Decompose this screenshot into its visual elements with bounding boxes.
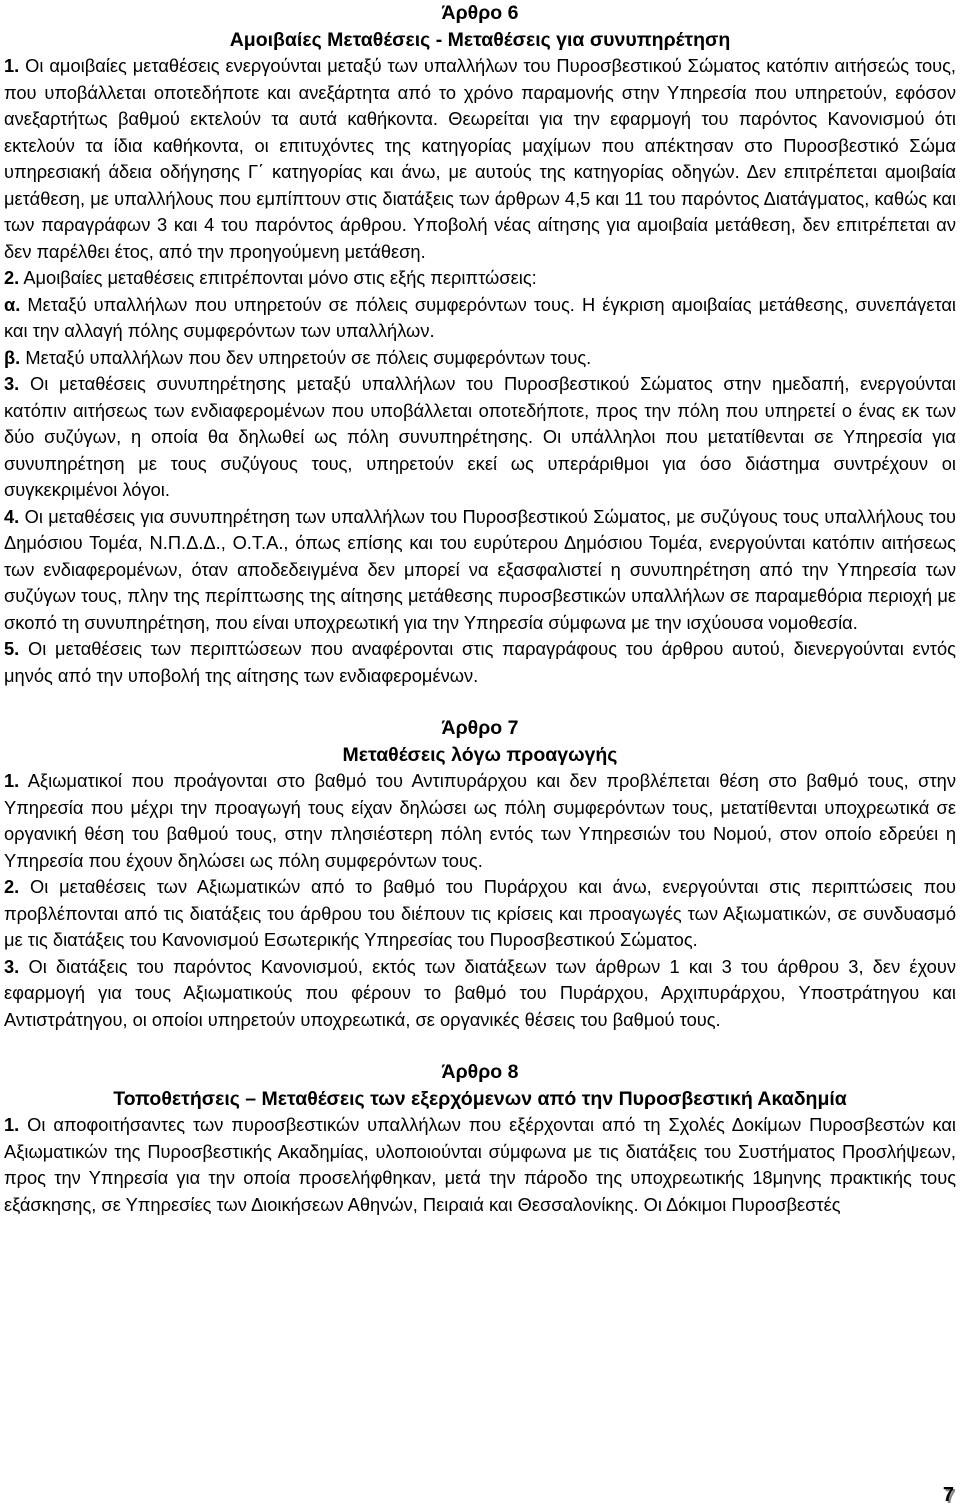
paragraph-number: β. (4, 346, 21, 368)
article-6 (4, 0, 956, 689)
article-7-title: Άρθρο 7 (441, 717, 519, 739)
paragraph-number: 2. (4, 876, 20, 897)
paragraph-text: Αμοιβαίες μεταθέσεις επιτρέπονται μόνο στις εξής περιπτώσεις: (23, 267, 537, 288)
article-6-paragraph-2 (4, 265, 956, 292)
document-page (4, 0, 956, 1218)
page-number: 7 (942, 1484, 954, 1506)
paragraph-text: Μεταξύ υπαλλήλων που δεν υπηρετούν σε πόλεις συμφερόντων τους. (25, 346, 592, 368)
paragraph-text: Μεταξύ υπαλλήλων που υπηρετούν σε πόλεις συμφερόντων τους. Η έγκριση αμοιβαίας μετάθεσης, συνεπάγεται και την αλλαγή πόλης συμφερόντων των υπαλλήλων. (4, 293, 956, 341)
paragraph-number: 4. (4, 505, 20, 527)
paragraph-text: Οι μεταθέσεις των Αξιωματικών από το βαθμό του Πυράρχου και άνω, ενεργούνται στις περιπτώσεις που προβλέπονται από τις διατάξεις του άρθρου του διέπουν τις κρίσεις και προαγωγές των Αξιωματικών, σε συνδυασμό με τις διατάξεις του Κανονισμού Εσωτερικής Υπηρεσίας του Πυροσβεστικού Σώματος. (4, 876, 956, 950)
article-8-title: Άρθρο 8 (441, 1061, 519, 1083)
article-6-paragraph-4 (4, 504, 956, 637)
article-7-paragraph-2 (4, 874, 956, 954)
article-6-paragraph-3 (4, 371, 956, 504)
article-7 (4, 715, 956, 1033)
paragraph-number: 3. (4, 955, 20, 977)
article-6-title: Άρθρο 6 (441, 2, 519, 24)
article-8-subtitle: Τοποθετήσεις – Μεταθέσεις των εξερχόμενων από την Πυροσβεστική Ακαδημία (113, 1087, 847, 1110)
article-6-paragraph-1 (4, 53, 956, 265)
article-8 (4, 1059, 956, 1218)
paragraph-text: Οι αμοιβαίες μεταθέσεις ενεργούνται μεταξύ των υπαλλήλων του Πυροσβεστικού Σώματος κατόπιν αιτήσεώς τους, που υποβάλλεται οποτεδήποτε και ανεξάρτητα από το χρόνο παραμονής στην Υπηρεσία που υπηρετούν, εφόσον ανεξαρτήτως βαθμού εκτελούν τα αυτά καθήκοντα. Θεωρείται για την εφαρμογή του παρόντος Κανονισμού ότι εκτελούν τα ίδια καθήκοντα, οι επιτυχόντες της κατηγορίας μαχίμων που απέκτησαν στο Πυροσβεστικό Σώμα υπηρεσιακή άδεια οδήγησης Γ΄ κατηγορίας και άνω, με αυτούς της κατηγορίας οδηγών. Δεν επιτρέπεται αμοιβαία μετάθεση, με υπαλλήλους που εμπίπτουν στις διατάξεις των άρθρων 4,5 και 11 του παρόντος Διατάγματος, καθώς και των παραγράφων 3 και 4 του παρόντος άρθρου. Υποβολή νέας αίτησης για αμοιβαία μετάθεση, δεν επιτρέπεται αν δεν παρέλθει έτος, από την προηγούμενη μετάθεση. (4, 55, 956, 262)
article-7-paragraph-3 (4, 954, 956, 1034)
section-gap (4, 1033, 956, 1059)
article-6-subtitle: Αμοιβαίες Μεταθέσεις - Μεταθέσεις για συνυπηρέτηση (229, 28, 731, 51)
paragraph-number: 1. (4, 55, 20, 76)
article-6-paragraph-2b (4, 345, 956, 372)
paragraph-number: 1. (4, 1114, 20, 1135)
paragraph-number: 2. (4, 267, 20, 288)
paragraph-text: Οι μεταθέσεις για συνυπηρέτηση των υπαλλήλων του Πυροσβεστικού Σώματος, με συζύγους τους υπαλλήλους του Δημόσιου Τομέα, Ν.Π.Δ.Δ., Ο.Τ.Α., όπως επίσης και του ευρύτερου Δημόσιου Τομέα, ενεργούνται κατόπιν αιτήσεως των ενδιαφερομένων, όταν αποδεδειγμένα δεν μπορεί να εξασφαλιστεί η συνυπηρέτηση από την Υπηρεσία των συζύγων τους, πλην της περίπτωσης της αίτησης μετάθεσης πυροσβεστικών υπαλλήλων σε παραμεθόρια περιοχή με σκοπό τη συνυπηρέτηση, που είναι υποχρεωτική για την Υπηρεσία σύμφωνα με την ισχύουσα νομοθεσία. (4, 505, 956, 633)
paragraph-number: α. (4, 293, 21, 315)
section-gap (4, 689, 956, 715)
paragraph-text: Αξιωματικοί που προάγονται στο βαθμό του Αντιπυράρχου και δεν προβλέπεται θέση στο βαθμό τους, στην Υπηρεσία που μέχρι την προαγωγή τους είχαν δηλώσει ως πόλη συμφερόντων τους, μετατίθενται υποχρεωτικά σε οργανική θέση του βαθμού τους, στην πλησιέστερη πόλη εντός των Υπηρεσιών του Νομού, στον οποίο εδρεύει η Υπηρεσία που έχουν δηλώσει ως πόλη συμφερόντων τους. (4, 770, 956, 871)
article-8-paragraph-1 (4, 1112, 956, 1218)
article-6-paragraph-5 (4, 636, 956, 689)
article-7-subtitle: Μεταθέσεις λόγω προαγωγής (342, 743, 618, 766)
paragraph-number: 5. (4, 638, 20, 659)
paragraph-text: Οι αποφοιτήσαντες των πυροσβεστικών υπαλλήλων που εξέρχονται από τη Σχολές Δοκίμων Πυροσβεστών και Αξιωματικών της Πυροσβεστικής Ακαδημίας, υλοποιούνται σύμφωνα με τις διατάξεις του Συστήματος Προσλήψεων, προς την Υπηρεσία για την οποία προσελήφθηκαν, μετά την πάροδο της υποχρεωτικής 18μηνης πρακτικής τους εξάσκησης, σε Υπηρεσίες των Διοικήσεων Αθηνών, Πειραιά και Θεσσαλονίκης. Οι Δόκιμοι Πυροσβεστές (4, 1114, 956, 1215)
paragraph-text: Οι διατάξεις του παρόντος Κανονισμού, εκτός των διατάξεων των άρθρων 1 και 3 του άρθρου 3, δεν έχουν εφαρμογή για τους Αξιωματικούς που φέρουν το βαθμό του Πυράρχου, Αρχιπυράρχου, Υποστράτηγου και Αντιστράτηγου, οι οποίοι υπηρετούν υποχρεωτικά, σε οργανικές θέσεις του βαθμού τους. (4, 955, 956, 1030)
paragraph-text: Οι μεταθέσεις συνυπηρέτησης μεταξύ υπαλλήλων του Πυροσβεστικού Σώματος στην ημεδαπή, ενεργούνται κατόπιν αιτήσεως των ενδιαφερομένων που υποβάλλεται οποτεδήποτε, προς την πόλη που υπηρετεί ο ένας εκ των δύο συζύγων, η οποία θα δηλωθεί ως πόλη συνυπηρέτησης. Οι υπάλληλοι που μετατίθενται σε Υπηρεσία για συνυπηρέτηση με τους συζύγους τους, υπηρετούν εκεί ως υπεράριθμοι για όσο διάστημα συντρέχουν οι συγκεκριμένοι λόγοι. (4, 373, 956, 500)
paragraph-number: 3. (4, 373, 20, 394)
article-6-paragraph-2a (4, 292, 956, 345)
article-7-paragraph-1 (4, 768, 956, 874)
paragraph-text: Οι μεταθέσεις των περιπτώσεων που αναφέρονται στις παραγράφους του άρθρου αυτού, διενεργούνται εντός μηνός από την υποβολή της αίτησης των ενδιαφερομένων. (4, 638, 956, 686)
paragraph-number: 1. (4, 770, 20, 791)
